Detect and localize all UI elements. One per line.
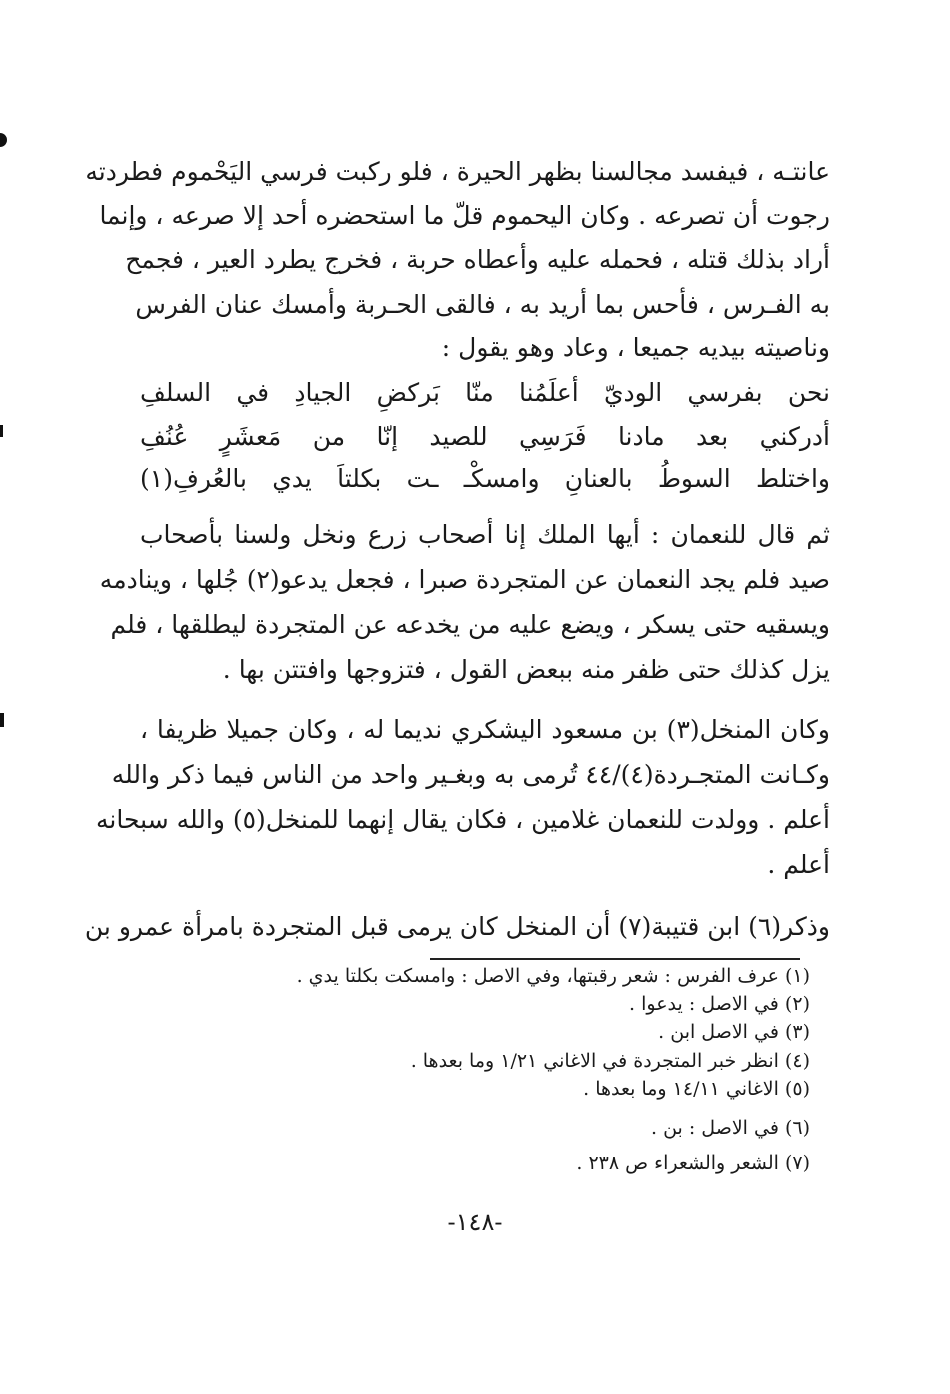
verse-word: السوطُ: [657, 464, 731, 493]
verse-word: نحن: [787, 378, 830, 407]
verse-word: ـت: [406, 464, 439, 493]
verse-word: أدركني: [759, 422, 830, 451]
text-line: صيد فلم يجد النعمان عن المتجردة صبرا ، فجعل يدعو(٢) جُلها ، وينادمه: [99, 565, 830, 594]
footnote: (٦) في الاصل : بن .: [651, 1117, 810, 1139]
text-line: أعلم . وولدت للنعمان غلامين ، فكان يقال إنهما للمنخل(٥) والله سبحانه: [96, 805, 830, 834]
verse-word: واختلط: [755, 464, 830, 493]
verse-word: مَعشَرٍ: [219, 422, 282, 451]
verse-word: بالعُرفِ(١): [140, 464, 247, 493]
verse-word: يدي: [272, 464, 312, 493]
verse-word: إنّا: [376, 422, 399, 451]
verse-word: الوديّ: [603, 378, 663, 407]
footnote: (٧) الشعر والشعراء ص ٢٣٨ .: [576, 1152, 810, 1174]
verse-word: للصيد: [429, 422, 488, 451]
verse-word: بالعنانِ: [564, 464, 633, 493]
verse-word: منّا: [465, 378, 494, 407]
footnote: (٤) انظر خبر المتجردة في الاغاني ١/٢١ وما بعدها .: [410, 1050, 810, 1072]
text-line: عانتـه ، فيفسد مجالسنا بظهر الحيرة ، فلو ركبت فرسي اليَحْموم فطردته: [85, 157, 830, 186]
verse-word: بفرسي: [687, 378, 763, 407]
verse-word: الجيادِ: [294, 378, 352, 407]
text-line: ويسقيه حتى يسكر ، ويضع عليه من يخدعه عن المتجردة ليطلقها ، فلم: [110, 610, 830, 639]
page-number: -١٤٨-: [447, 1208, 503, 1236]
footnote: (٣) في الاصل ابن .: [658, 1021, 810, 1043]
poem-verse: [140, 378, 830, 407]
verse-word: عُنُفِ: [140, 422, 189, 451]
verse-word: من: [312, 422, 346, 451]
footnote: (٢) في الاصل : يدعوا .: [629, 993, 810, 1015]
text-line: وذكر(٦) ابن قتيبة(٧) أن المنخل كان يرمى قبل المتجردة بامرأة عمرو بن: [84, 912, 830, 941]
poem-verse: [140, 464, 830, 493]
verse-word: بَركضِ: [376, 378, 440, 407]
verse-word: فَرَسِي: [519, 422, 587, 451]
text-line: أراد بذلك قتله ، فحمله عليه وأعطاه حربة ، فخرج يطرد العير ، فجمح: [125, 245, 830, 274]
verse-word: بعد: [696, 422, 729, 451]
text-line: يزل كذلك حتى ظفر منه ببعض القول ، فتزوجها وافتتن بها .: [222, 655, 830, 684]
verse-word: مادنا: [617, 422, 665, 451]
scan-edge-mark: [0, 133, 7, 147]
text-line: وناصيته بيديه جميعا ، وعاد وهو يقول :: [441, 333, 830, 362]
text-line: أعلم .: [767, 850, 830, 879]
scan-edge-mark: [0, 713, 4, 727]
text-line: وكان المنخل(٣) بن مسعود اليشكري نديما له ، وكان جميلا ظريفا ،: [140, 715, 830, 744]
verse-word: السلفِ: [140, 378, 212, 407]
text-line: وكـانت المتجـردة(٤)/٤٤ تُرمى به وبغـير واحد من الناس فيما ذكر والله: [111, 760, 830, 789]
footnote: (٥) الاغاني ١٤/١١ وما بعدها .: [583, 1078, 810, 1100]
text-line: ثم قال للنعمان : أيها الملك إنا أصحاب زرع ونخل ولسنا بأصحاب: [140, 520, 830, 549]
poem-verse: [140, 422, 830, 451]
verse-word: بكلتاَ: [337, 464, 382, 493]
verse-word: في: [236, 378, 270, 407]
text-line: رجوت أن تصرعه . وكان اليحموم قلّ ما استحضره أحد إلا صرعه ، وإنما: [99, 201, 830, 230]
verse-word: وامسكْـ: [463, 464, 540, 493]
scan-edge-mark: [0, 425, 3, 437]
footnote: (١) عرف الفرس : شعر رقبتها، وفي الاصل : وامسكت بكلتا يدي .: [296, 965, 810, 987]
footnote-separator: [430, 958, 800, 960]
text-line: به الفـرس ، فأحس بما أريد به ، فالقى الحـربة وأمسك عنان الفرس: [135, 290, 830, 319]
verse-word: أعلَمُنا: [518, 378, 579, 407]
